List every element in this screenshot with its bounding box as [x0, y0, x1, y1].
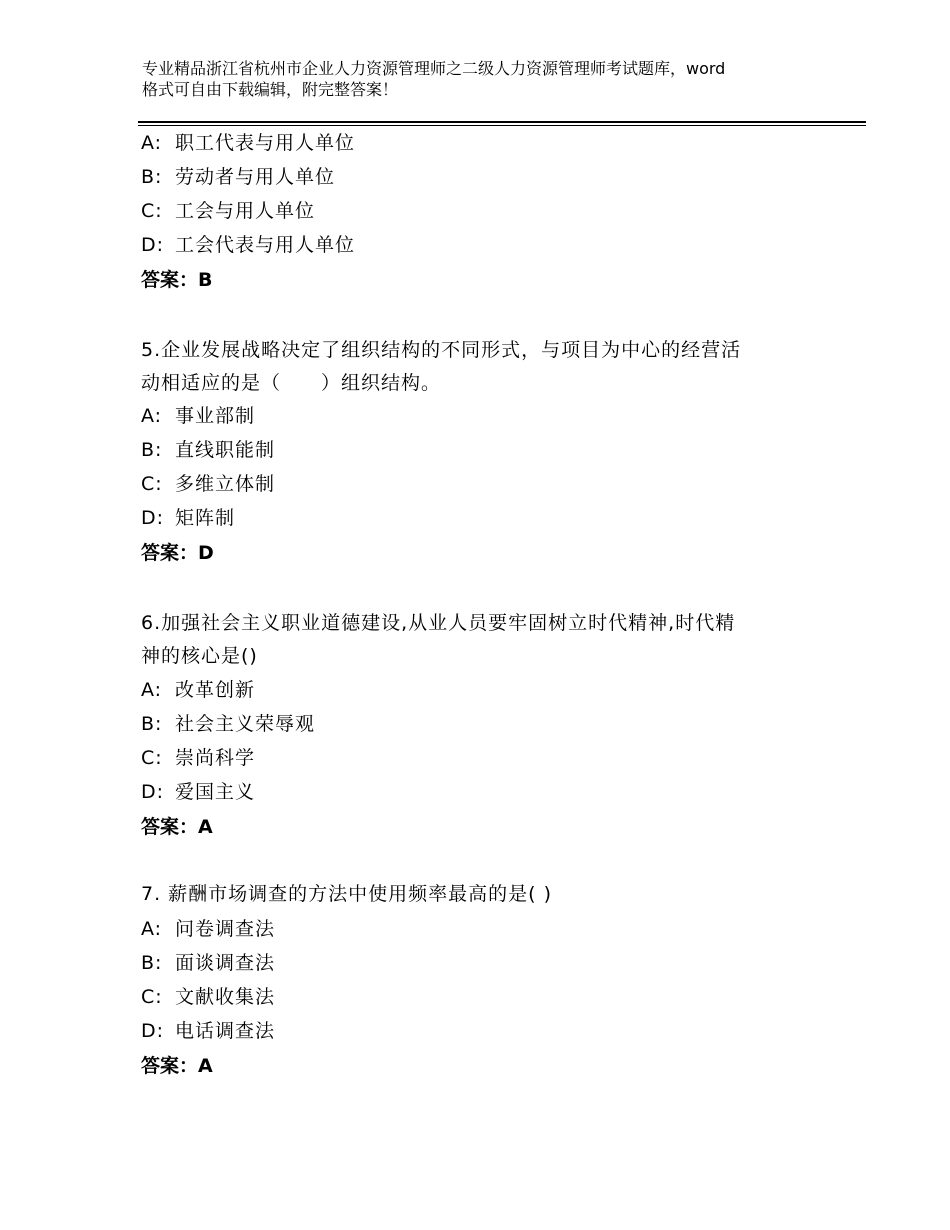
option-key: B:: [141, 713, 163, 735]
option-text: 工会代表与用人单位: [175, 234, 356, 256]
option-text: 问卷调查法: [175, 918, 276, 940]
option-text: 事业部制: [175, 405, 256, 427]
option-key: B:: [141, 439, 163, 461]
option-key: D:: [141, 1020, 165, 1042]
option-key: D:: [141, 781, 165, 803]
option-text: 劳动者与用人单位: [175, 166, 336, 188]
q4-answer: 答案：B: [141, 269, 213, 291]
option-text: 改革创新: [175, 679, 256, 701]
option-text: 爱国主义: [175, 781, 256, 803]
q5-option-a: [141, 404, 255, 428]
q6-option-c: [141, 746, 255, 770]
option-key: D:: [141, 234, 165, 256]
option-text: 矩阵制: [175, 507, 236, 529]
option-key: B:: [141, 166, 163, 188]
q5-stem-line-2: 动相适应的是（ ）组织结构。: [141, 372, 442, 394]
option-text: 直线职能制: [175, 439, 276, 461]
q5-option-d: [141, 506, 235, 530]
q5-option-b: [141, 438, 275, 462]
q6-option-a: [141, 678, 255, 702]
q7-option-b: [141, 951, 275, 975]
option-text: 文献收集法: [175, 986, 276, 1008]
q7-option-c: [141, 985, 275, 1009]
option-key: A:: [141, 679, 163, 701]
option-text: 职工代表与用人单位: [175, 132, 356, 154]
option-text: 面谈调查法: [175, 952, 276, 974]
q6-option-d: [141, 780, 255, 804]
option-key: A:: [141, 918, 163, 940]
option-text: 工会与用人单位: [175, 200, 316, 222]
option-key: C:: [141, 986, 163, 1008]
option-key: A:: [141, 132, 163, 154]
q5-stem-line-1: 5.企业发展战略决定了组织结构的不同形式，与项目为中心的经营活: [141, 339, 742, 361]
option-key: B:: [141, 952, 163, 974]
option-key: C:: [141, 473, 163, 495]
option-text: 崇尚科学: [175, 747, 256, 769]
q4-option-d: [141, 233, 355, 257]
option-text: 电话调查法: [175, 1020, 276, 1042]
option-key: A:: [141, 405, 163, 427]
option-key: C:: [141, 200, 163, 222]
header-divider-thick: [138, 121, 866, 123]
q6-stem-line-2: 神的核心是(): [141, 645, 258, 667]
q6-option-b: [141, 712, 315, 736]
header-divider-thin: [138, 125, 866, 126]
q4-option-b: [141, 165, 335, 189]
q5-answer: 答案：D: [141, 542, 214, 564]
q5-option-c: [141, 472, 275, 496]
option-text: 社会主义荣辱观: [175, 713, 316, 735]
q6-stem-line-1: 6.加强社会主义职业道德建设,从业人员要牢固树立时代精神,时代精: [141, 612, 736, 634]
header-line-1: 专业精品浙江省杭州市企业人力资源管理师之二级人力资源管理师考试题库，word: [142, 59, 726, 78]
q7-option-d: [141, 1019, 275, 1043]
q7-answer: 答案：A: [141, 1055, 213, 1077]
q6-answer: 答案：A: [141, 816, 213, 838]
document-header: [142, 58, 842, 100]
q7-stem-line-1: 7. 薪酬市场调查的方法中使用频率最高的是( ): [141, 883, 553, 905]
q4-option-c: [141, 199, 315, 223]
option-text: 多维立体制: [175, 473, 276, 495]
header-line-2: 格式可自由下载编辑，附完整答案！: [142, 80, 399, 99]
option-key: C:: [141, 747, 163, 769]
q7-option-a: [141, 917, 275, 941]
q4-option-a: [141, 131, 355, 155]
option-key: D:: [141, 507, 165, 529]
